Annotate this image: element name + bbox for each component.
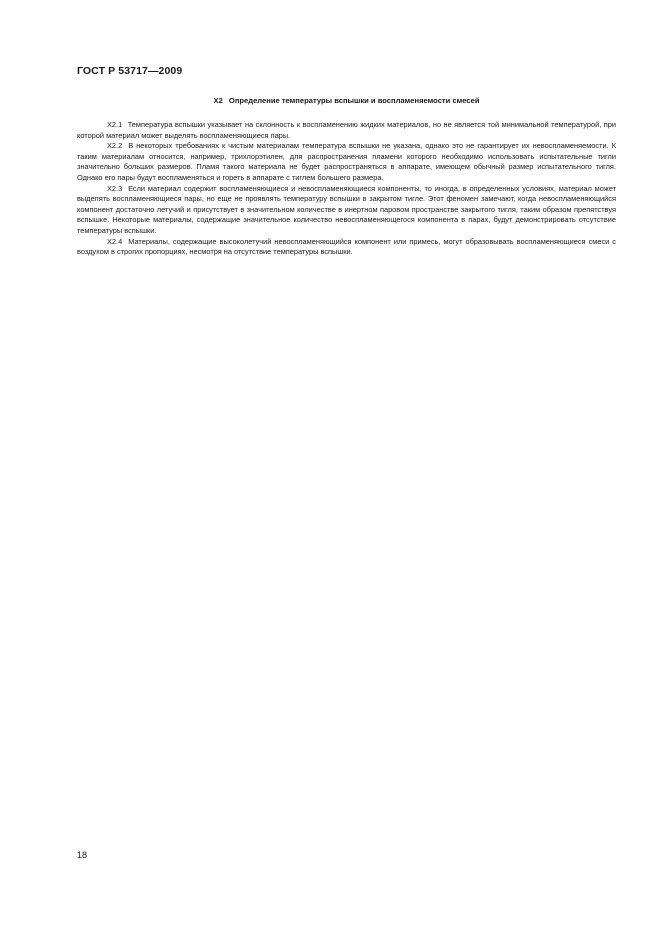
paragraph-number: X2.3 [107, 183, 123, 193]
paragraph-text: В некоторых требованиях к чистым материалам температура вспышки не указана, однако это не гарантирует их невоспламеняемости. К таким материалам относится, например, трихлорэтилен, для распространения пламени которого необходимо использовать испытательные тигли значительно больших размеров. Пламя такого материала не будет распространяться в аппарате, имеющем обычный размер испытательного тигля. Однако его пары будут воспламеняться и гореть в аппарате с тиглем большего размера. [77, 141, 617, 182]
page-number: 18 [77, 850, 88, 860]
body-text [77, 120, 616, 258]
section-title-text: Определение температуры вспышки и воспламеняемости смесей [228, 96, 480, 105]
paragraph-number: X2.1 [107, 120, 123, 129]
paragraph-x2-2 [77, 141, 616, 183]
paragraph-number: X2.4 [107, 236, 123, 246]
paragraph-number: X2.2 [107, 141, 123, 151]
document-header: ГОСТ Р 53717—2009 [77, 65, 183, 77]
paragraph-x2-4 [77, 237, 616, 258]
paragraph-text: Если материал содержит воспламеняющиеся и невоспламеняющиеся компоненты, то иногда, в определенных условиях, материал может выделять воспламеняющиеся пары, но еще не проявлять температуру вспышки в закрытом тигле. Этот феномен замечают, когда невоспламеняющийся компонент достаточно летучий и присутствует в значительном количестве в инертном паровом пространстве закрытого тигля, таким образом препятствуя вспышке. Некоторые материалы, содержащие значительное количество невоспламеняющегося компонента в парах, будут демонстрировать отсутствие температуры вспышки. [77, 183, 616, 235]
paragraph-x2-3 [77, 184, 616, 237]
paragraph-text: Материалы, содержащие высоколетучий невоспламеняющийся компонент или примесь, могут образовывать воспламеняющиеся смеси с воздухом в строгих пропорциях, несмотря на отсутствие температуры вспышки. [77, 236, 617, 257]
section-number: X2 [213, 96, 223, 105]
paragraph-text: Температура вспышки указывает на склонность к воспламенению жидких материалов, но не является той минимальной температурой, при которой материал может выделять воспламеняющиеся пары. [77, 120, 616, 140]
paragraph-x2-1 [77, 120, 616, 141]
section-title [77, 96, 616, 105]
